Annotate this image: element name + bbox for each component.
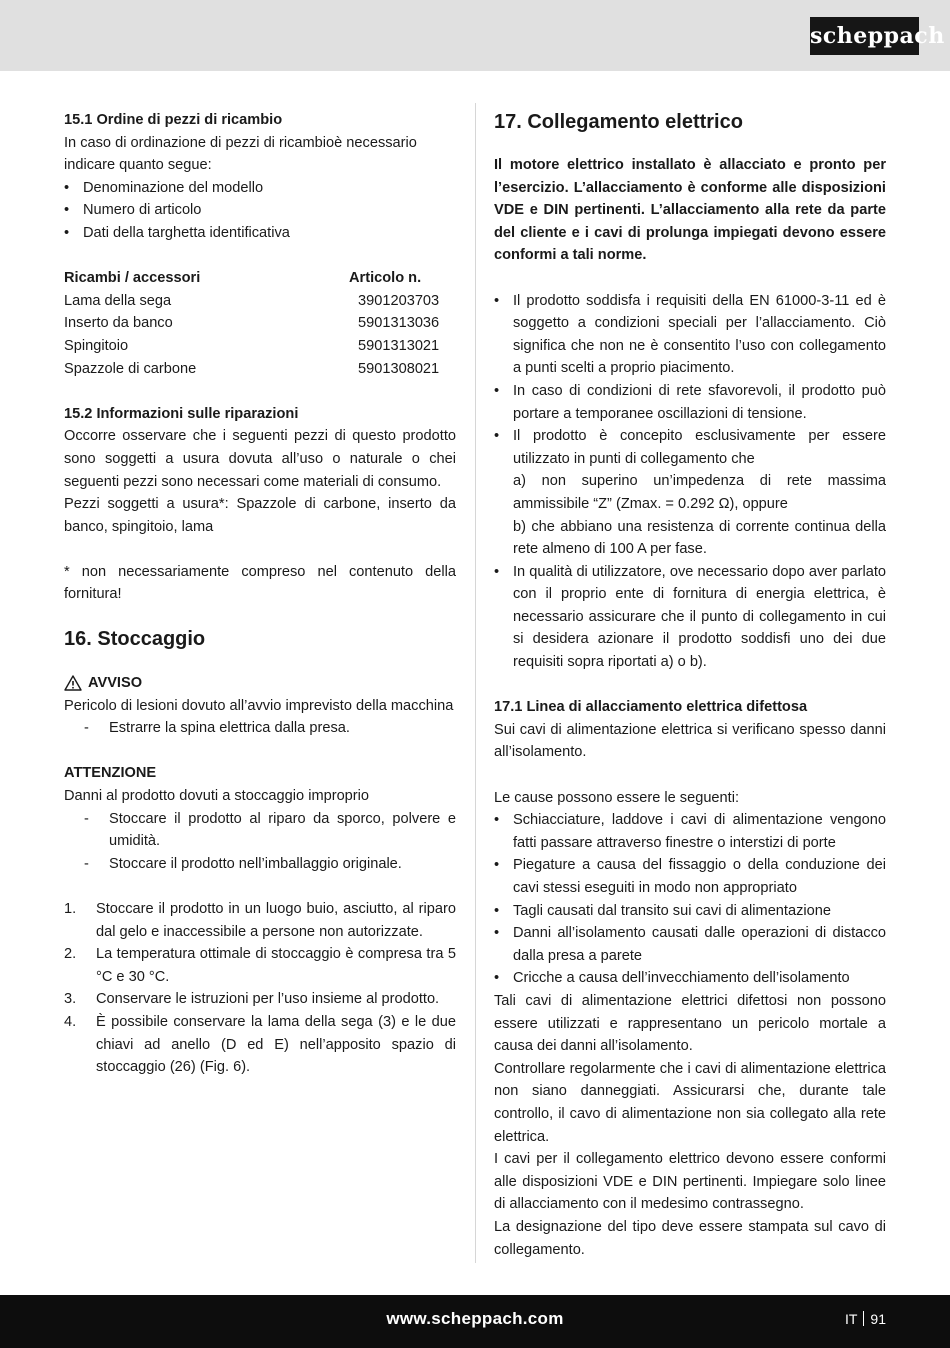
list-item: • Denominazione del modello	[64, 179, 264, 196]
list-item: • Il prodotto soddisfa i requisiti della EN 61000-3-11 ed è soggetto a condizioni speciali per l’allacciamento. Ciò significa che non ne è consentito l’uso con collegamento a punti scelti a proprio piacimento.	[494, 292, 886, 377]
order-info-list	[64, 177, 456, 245]
table-row: Inserto da banco 5901313036	[64, 315, 440, 332]
language-code: IT	[844, 1311, 858, 1327]
warning-triangle-icon	[64, 675, 82, 691]
section-17-1-intro: Sui cavi di alimentazione elettrica si verificano spesso danni all’isolamento.	[494, 721, 886, 761]
list-item: • Numero di articolo	[64, 202, 202, 219]
section-17-1-title: 17.1 Linea di allacciamento elettrica difettosa	[494, 699, 808, 716]
repair-paragraph: Occorre osservare che i seguenti pezzi di questo prodotto sono soggetti a usura dovuta all’uso o naturale o chei seguenti pezzi sono necessari come materiali di consumo.	[64, 428, 456, 490]
attention-label: ATTENZIONE	[64, 765, 157, 782]
list-item: • Piegature a causa del fissaggio o della conduzione dei cavi stessi eseguiti in modo non appropriato	[494, 857, 886, 896]
causes-list	[494, 809, 886, 990]
section-15-1-title: 15.1 Ordine di pezzi di ricambio	[64, 112, 283, 128]
causes-intro: Le cause possono essere le seguenti:	[494, 789, 740, 806]
attention-text: Danni al prodotto dovuti a stoccaggio improprio	[64, 788, 370, 805]
electrical-requirements-list	[494, 290, 886, 674]
list-item: • In caso di condizioni di rete sfavorevoli, il prodotto può portare a temporanee oscillazioni di tensione.	[494, 382, 886, 422]
page-header	[0, 0, 950, 71]
wear-parts-paragraph: Pezzi soggetti a usura*: Spazzole di carbone, inserto da banco, spingitoio, lama	[64, 496, 456, 535]
type-designation-paragraph: La designazione del tipo deve essere stampata sul cavo di collegamento.	[494, 1218, 886, 1258]
standards-paragraph: I cavi per il collegamento elettrico devono essere conformi alle disposizioni VDE e DIN pertinenti. Impiegare solo linee di allacciamento con il medesimo contrassegno.	[494, 1151, 886, 1213]
parts-table	[64, 267, 456, 380]
page-number	[845, 1311, 886, 1327]
list-item: • Cricche a causa dell’invecchiamento dell’isolamento	[494, 970, 850, 987]
list-item: - Stoccare il prodotto al riparo da sporco, polvere e umidità.	[84, 810, 456, 850]
column-divider	[475, 103, 476, 1263]
separator	[863, 1311, 864, 1326]
website-link[interactable]: www.scheppach.com	[386, 1309, 564, 1328]
page-number-value: 91	[870, 1311, 886, 1327]
list-item: • In qualità di utilizzatore, ove necessario dopo aver parlato con il proprio ente di fornitura di energia elettrica, è necessario assicurare che il punto di collegamento in cui si desidera azionare il prodotto soddisfi uno dei due requisiti sopra riportati a) o b).	[494, 563, 886, 671]
footnote: * non necessariamente compreso nel contenuto della fornitura!	[64, 563, 456, 603]
parts-header-number: Articolo n.	[349, 270, 422, 287]
list-item: - Stoccare il prodotto nell’imballaggio originale.	[84, 855, 402, 872]
attention-actions	[64, 808, 456, 876]
list-item: 2. La temperatura ottimale di stoccaggio è compresa tra 5 °C e 30 °C.	[64, 946, 456, 985]
list-item: • Il prodotto è concepito esclusivamente per essere utilizzato in punti di collegamento che a) non superino un’impedenza di rete massima ammissibile “Z” (Zmax. = 0.292 Ω), oppure b) che abbiano una resistenza di corrente continua della rete almeno di 100 A per fase.	[494, 428, 886, 558]
inspection-paragraph: Controllare regolarmente che i cavi di alimentazione elettrica non siano danneggiati. Assicurarsi che, durante tale controllo, il cavo di alimentazione non sia collegato alla rete elettrica.	[494, 1060, 886, 1145]
section-15-1-intro: In caso di ordinazione di pezzi di ricambioè necessario indicare quanto segue:	[64, 134, 417, 174]
section-17-title: 17. Collegamento elettrico	[494, 111, 743, 133]
list-item: • Danni all’isolamento causati dalle operazioni di distacco dalla presa a parete	[494, 925, 886, 964]
left-column	[64, 109, 456, 1079]
list-item: • Schiacciature, laddove i cavi di alimentazione vengono fatti passare attraverso finestre o interstizi di porte	[494, 812, 886, 851]
section-17-lead: Il motore elettrico installato è allacciato e pronto per l’esercizio. L’allacciamento è conforme alle disposizioni VDE e DIN pertinenti. L’allacciamento alla rete da parte del cliente e i cavi di prolunga impiegati devono essere conformi a tali norme.	[494, 157, 886, 264]
section-15-2-title: 15.2 Informazioni sulle riparazioni	[64, 405, 299, 422]
brand-logo: scheppach	[810, 17, 919, 55]
table-row: Spingitoio 5901313021	[64, 337, 440, 354]
list-item: - Estrarre la spina elettrica dalla presa.	[84, 720, 350, 737]
table-row: Lama della sega 3901203703	[64, 292, 440, 309]
list-item: • Tagli causati dal transito sui cavi di alimentazione	[494, 902, 831, 919]
list-item: • Dati della targhetta identificativa	[64, 224, 290, 241]
page-footer	[0, 1295, 950, 1348]
defective-cable-paragraph: Tali cavi di alimentazione elettrici difettosi non possono essere utilizzati e rappresentano un pericolo mortale a causa dei danni all’isolamento.	[494, 992, 886, 1055]
list-item: 1. Stoccare il prodotto in un luogo buio, asciutto, al riparo dal gelo e inaccessibile a persone non autorizzate.	[64, 901, 456, 940]
table-row: Spazzole di carbone 5901308021	[64, 360, 440, 377]
storage-steps	[64, 898, 456, 1079]
section-16-title: 16. Stoccaggio	[64, 628, 206, 651]
parts-header-name: Ricambi / accessori	[64, 270, 201, 287]
warning-actions	[64, 717, 456, 740]
parts-table-header	[64, 267, 456, 290]
warning-text: Pericolo di lesioni dovuto all’avvio imprevisto della macchina	[64, 697, 454, 714]
warning-label: AVVISO	[88, 675, 143, 692]
right-column	[494, 109, 886, 1261]
warning-heading	[64, 672, 456, 695]
list-item: 4. È possibile conservare la lama della sega (3) e le due chiavi ad anello (D ed E) nell’apposito spazio di stoccaggio (26) (Fig. 6).	[64, 1013, 456, 1076]
list-item: 3. Conservare le istruzioni per l’uso insieme al prodotto.	[64, 991, 440, 1008]
